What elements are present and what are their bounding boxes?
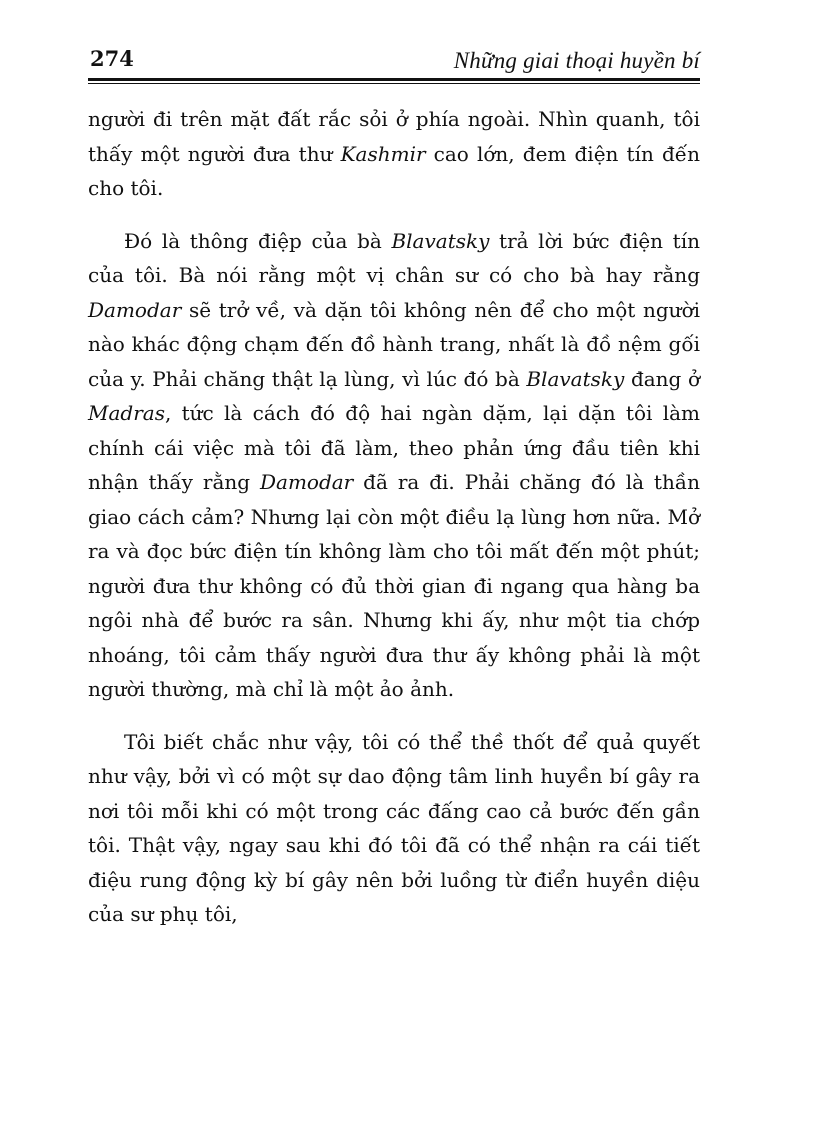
header-rule-thin bbox=[88, 83, 700, 84]
body-text bbox=[88, 102, 700, 932]
text-segment: cao lớn, đem điện tín đến cho tôi. bbox=[88, 141, 700, 200]
italic-term: Damodar bbox=[88, 297, 182, 322]
text-segment: Tôi biết chắc như vậy, tôi có thể thề thốt để quả quyết như vậy, bởi vì có một sự dao động tâm linh huyền bí gây ra nơi tôi mỗi khi có một trong các đấng cao cả bước đến gần tôi. Thật vậy, ngay sau khi đó tôi đã có thể nhận ra cái tiết điệu rung động kỳ bí gây nên bởi luồng từ điển huyền diệu của sư phụ tôi, bbox=[88, 729, 700, 926]
italic-term: Madras bbox=[88, 401, 165, 425]
text-segment: trả lời bức điện tín của tôi. Bà nói rằng một vị chân sư có cho bà hay rằng bbox=[88, 228, 700, 287]
text-segment: , tức là cách đó độ hai ngàn dặm, lại dặn tôi làm chính cái việc mà tôi đã làm, theo phản ứng đầu tiên khi nhận thấy rằng bbox=[88, 401, 700, 494]
book-page bbox=[88, 40, 700, 950]
text-segment: Đó là thông điệp của bà bbox=[124, 228, 392, 253]
italic-term: Damodar bbox=[259, 470, 354, 494]
page-header bbox=[88, 40, 700, 76]
italic-term: Kashmir bbox=[340, 141, 426, 166]
text-segment: người đi trên mặt đất rắc sỏi ở phía ngoài. Nhìn quanh, tôi thấy một người đưa thư bbox=[88, 107, 700, 166]
paragraph bbox=[88, 224, 700, 707]
page-number: 274 bbox=[90, 46, 134, 71]
text-segment: đang ở bbox=[624, 366, 701, 391]
text-segment: sẽ trở về, và dặn tôi không nên để cho một người nào khác động chạm đến đồ hành trang, nhất là đồ nệm gối của y. Phải chăng thật lạ lùng, vì lúc đó bà bbox=[88, 297, 700, 391]
italic-term: Blavatsky bbox=[526, 366, 625, 391]
italic-term: Blavatsky bbox=[391, 228, 490, 253]
header-rule-thick bbox=[88, 78, 700, 81]
running-title: Những giai thoại huyền bí bbox=[453, 48, 700, 73]
paragraph bbox=[88, 725, 700, 932]
text-segment: đã ra đi. Phải chăng đó là thần giao cách cảm? Nhưng lại còn một điều lạ lùng hơn nữa. Mở ra và đọc bức điện tín không làm cho tôi mất đến một phút; người đưa thư không có đủ thời gian đi ngang qua hàng ba ngôi nhà để bước ra sân. Nhưng khi ấy, như một tia chớp nhoáng, tôi cảm thấy người đưa thư ấy không phải là một người thường, mà chỉ là một ảo ảnh. bbox=[88, 470, 700, 701]
paragraph bbox=[88, 102, 700, 206]
